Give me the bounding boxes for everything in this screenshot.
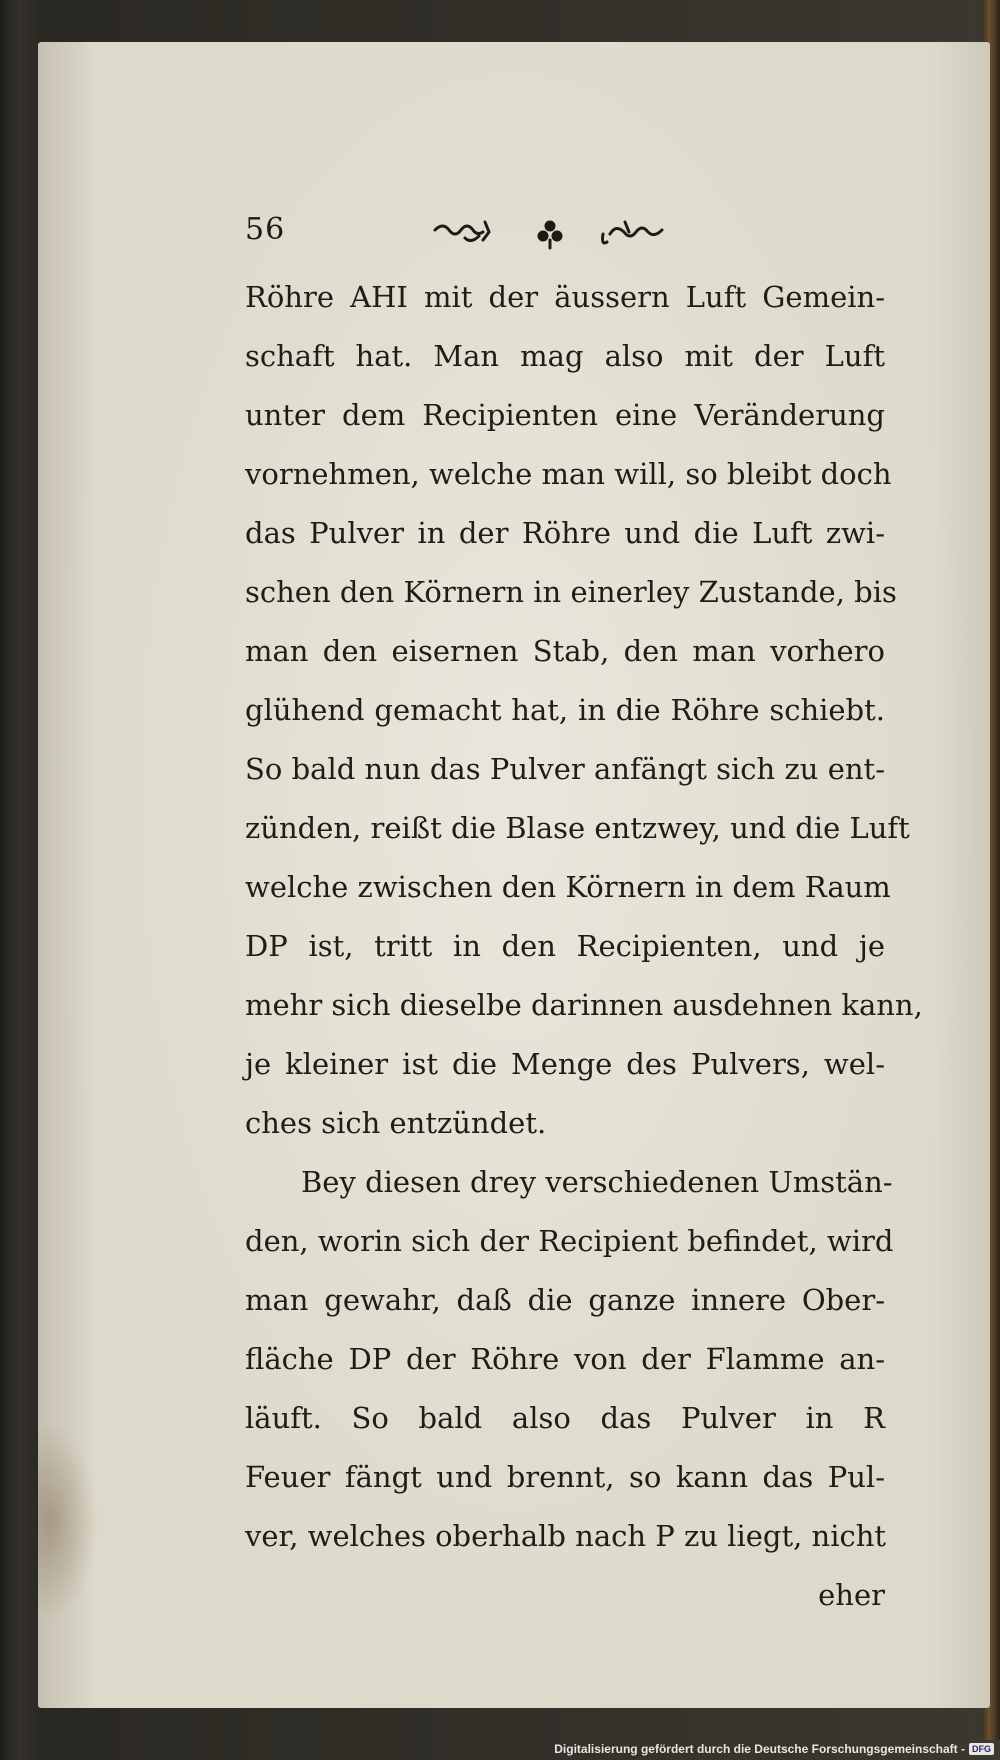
text-line: mehr sich dieselbe darinnen ausdehnen kann, — [245, 988, 923, 1022]
text-line: So bald nun das Pulver anfängt sich zu ent- — [245, 752, 885, 786]
text-line: ches sich entzündet. — [245, 1106, 547, 1140]
text-line: Röhre AHI mit der äussern Luft Gemein- — [245, 280, 885, 314]
dfg-logo: DFG — [969, 1743, 994, 1755]
text-line: das Pulver in der Röhre und die Luft zwi- — [245, 516, 885, 550]
text-line: Bey diesen drey verschiedenen Umstän- — [301, 1165, 893, 1199]
text-line: schaft hat. Man mag also mit der Luft — [245, 339, 885, 373]
text-line: man gewahr, daß die ganze innere Ober- — [245, 1283, 885, 1317]
page-header — [245, 212, 885, 252]
text-line: glühend gemacht hat, in die Röhre schiebt. — [245, 693, 885, 727]
text-line: welche zwischen den Körnern in dem Raum — [245, 870, 891, 904]
credit-text: Digitalisierung gefördert durch die Deutsche Forschungsgemeinschaft - — [554, 1742, 965, 1756]
text-line: den, worin sich der Recipient befindet, wird — [245, 1224, 894, 1258]
text-line: fläche DP der Röhre von der Flamme an- — [245, 1342, 885, 1376]
catchword: eher — [818, 1578, 885, 1612]
text-line: läuft. So bald also das Pulver in R — [245, 1401, 885, 1435]
text-line: ver, welches oberhalb nach P zu liegt, nicht — [245, 1519, 887, 1553]
body-text — [245, 268, 923, 1625]
page-number: 56 — [245, 212, 286, 247]
text-line: DP ist, tritt in den Recipienten, und je — [245, 929, 885, 963]
text-line: vornehmen, welche man will, so bleibt doch — [245, 457, 892, 491]
text-line: Feuer fängt und brennt, so kann das Pul- — [245, 1460, 885, 1494]
text-line: unter dem Recipienten eine Veränderung — [245, 398, 885, 432]
text-line: man den eisernen Stab, den man vorhero — [245, 634, 885, 668]
ornament-vignette-icon — [425, 216, 675, 250]
text-line: zünden, reißt die Blase entzwey, und die Luft — [245, 811, 910, 845]
text-line: je kleiner ist die Menge des Pulvers, wel- — [245, 1047, 885, 1081]
paper-stain — [38, 1422, 98, 1622]
text-line: schen den Körnern in einerley Zustande, bis — [245, 575, 897, 609]
digitization-credit — [554, 1742, 994, 1756]
